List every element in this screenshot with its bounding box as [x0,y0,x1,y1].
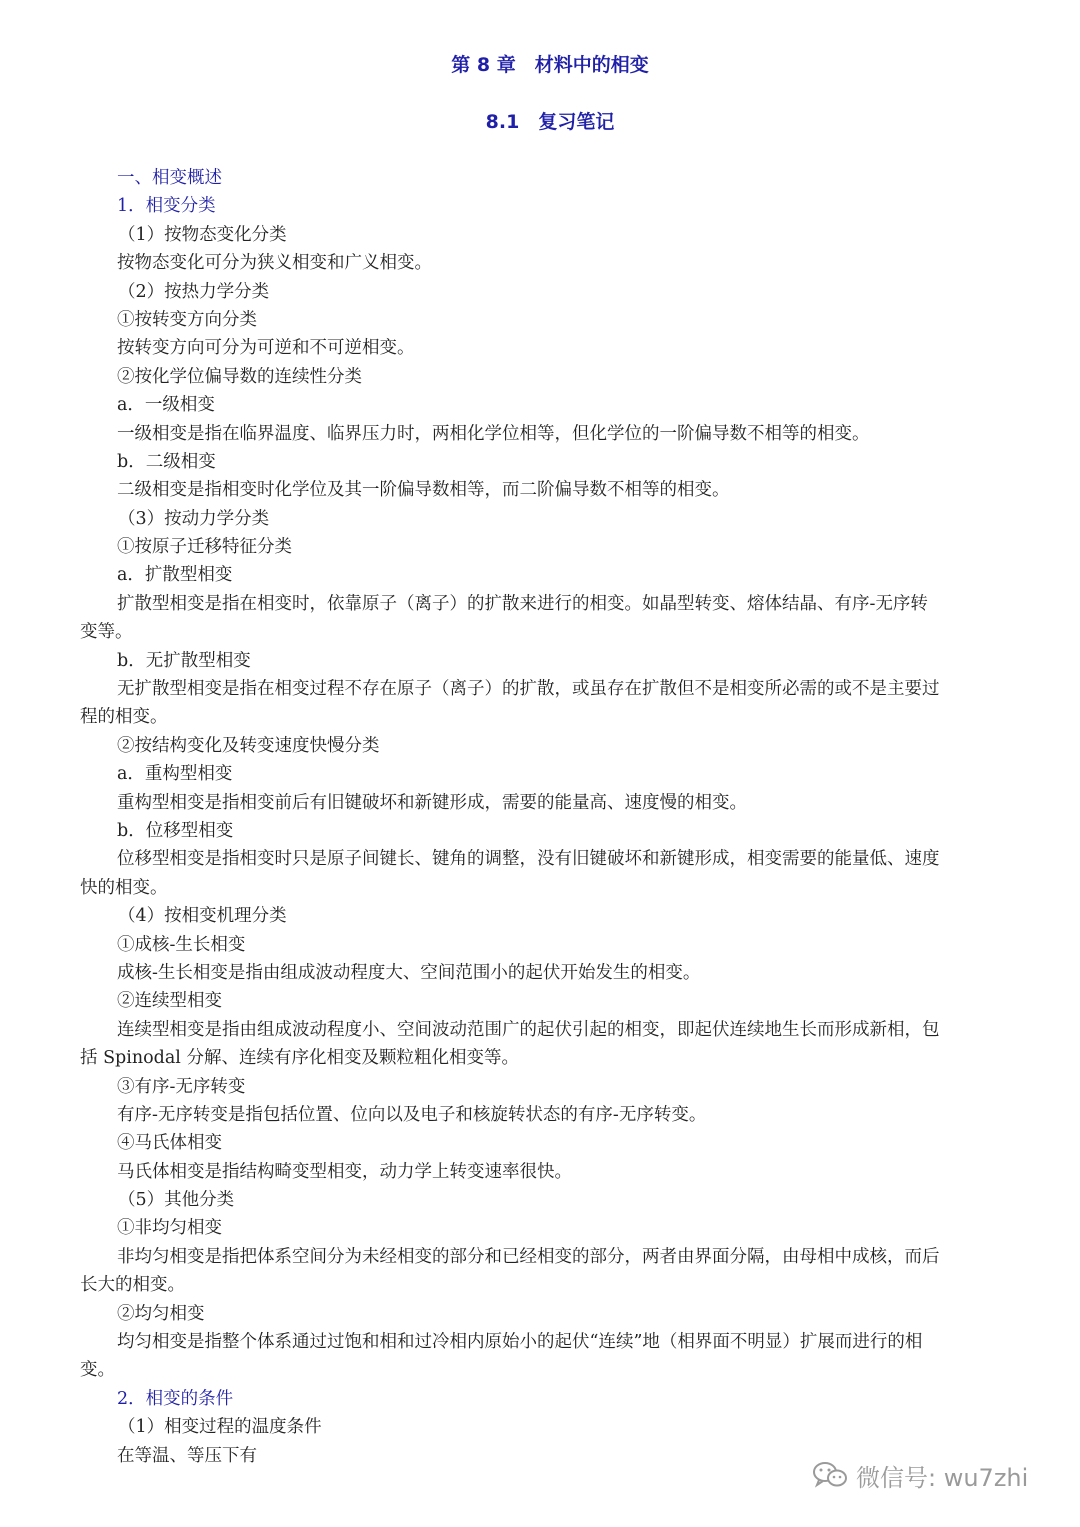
watermark [812,1457,1028,1493]
text-line: b．位移型相变 [117,820,234,841]
watermark-text: 微信号: wu7zhi [856,1463,1029,1492]
section-heading: 1．相变分类 [117,196,216,217]
text-line: a．扩散型相变 [117,565,233,586]
subsection-heading: （1）相变过程的温度条件 [118,1417,322,1438]
text-line: 非均匀相变是指把体系空间分为未经相变的部分和已经相变的部分，两者由界面分隔，由母相中成核，而后 [117,1246,940,1267]
chapter-title: 第 8 章 材料中的相变 [451,54,649,76]
text-line: ④马氏体相变 [117,1133,222,1154]
text-line: ③有序-无序转变 [117,1076,246,1097]
text-line: ②按化学位偏导数的连续性分类 [117,366,362,387]
text-line: 长大的相变。 [80,1275,185,1296]
text-line: 按转变方向可分为可逆和不可逆相变。 [117,338,415,359]
document-body [80,164,1005,1470]
text-line: 无扩散型相变是指在相变过程不存在原子（离子）的扩散，或虽存在扩散但不是相变所必需的或不是主要过 [117,679,940,700]
text-line: 括 Spinodal 分解、连续有序化相变及颗粒粗化相变等。 [80,1048,519,1069]
text-line: b．二级相变 [117,451,216,472]
wechat-icon [812,1460,848,1490]
section-title: 8.1 复习笔记 [485,111,615,133]
subsection-heading: （4）按相变机理分类 [118,906,287,927]
text-line: ①非均匀相变 [117,1218,222,1239]
subsection-heading: （3）按动力学分类 [118,508,270,529]
text-line: 按物态变化可分为狭义相变和广义相变。 [117,253,432,274]
text-line: ②按结构变化及转变速度快慢分类 [117,735,380,756]
text-line: 连续型相变是指由组成波动程度小、空间波动范围广的起伏引起的相变，即起伏连续地生长而形成新相，包 [117,1019,940,1040]
text-line: 变等。 [80,622,133,643]
section-heading: 一、相变概述 [117,168,222,188]
text-line: 二级相变是指相变时化学位及其一阶偏导数相等，而二阶偏导数不相等的相变。 [117,480,730,501]
subsection-heading: （5）其他分类 [118,1190,235,1211]
text-line: a．一级相变 [117,395,215,416]
text-line: 快的相变。 [80,877,168,898]
text-line: 位移型相变是指相变时只是原子间键长、键角的调整，没有旧键破坏和新键形成，相变需要的能量低、速度 [117,849,940,870]
subsection-heading: （1）按物态变化分类 [118,224,287,245]
text-line: 均匀相变是指整个体系通过过饱和相和过冷相内原始小的起伏“连续”地（相界面不明显）扩展而进行的相 [117,1332,923,1353]
text-line: 有序-无序转变是指包括位置、位向以及电子和核旋转状态的有序-无序转变。 [117,1104,707,1125]
text-line: 重构型相变是指相变前后有旧键破坏和新键形成，需要的能量高、速度慢的相变。 [117,792,747,813]
section-heading: 2．相变的条件 [117,1388,234,1409]
text-line: 成核-生长相变是指由组成波动程度大、空间范围小的起伏开始发生的相变。 [117,962,701,983]
text-line: 一级相变是指在临界温度、临界压力时，两相化学位相等，但化学位的一阶偏导数不相等的相变。 [117,423,870,444]
text-line: 扩散型相变是指在相变时，依靠原子（离子）的扩散来进行的相变。如晶型转变、熔体结晶、有序-无序转 [117,593,928,614]
text-line: 在等温、等压下有 [117,1445,257,1466]
text-line: 变。 [80,1360,115,1381]
text-line: 程的相变。 [80,707,168,728]
text-line: b．无扩散型相变 [117,650,251,671]
subsection-heading: （2）按热力学分类 [118,281,270,302]
text-line: ②连续型相变 [117,991,222,1012]
text-line: ②均匀相变 [117,1303,205,1324]
text-line: ①成核-生长相变 [117,934,246,955]
text-line: ①按原子迁移特征分类 [117,537,292,558]
text-line: a．重构型相变 [117,764,233,785]
text-line: ①按转变方向分类 [117,309,257,330]
text-line: 马氏体相变是指结构畸变型相变，动力学上转变速率很快。 [117,1161,572,1182]
